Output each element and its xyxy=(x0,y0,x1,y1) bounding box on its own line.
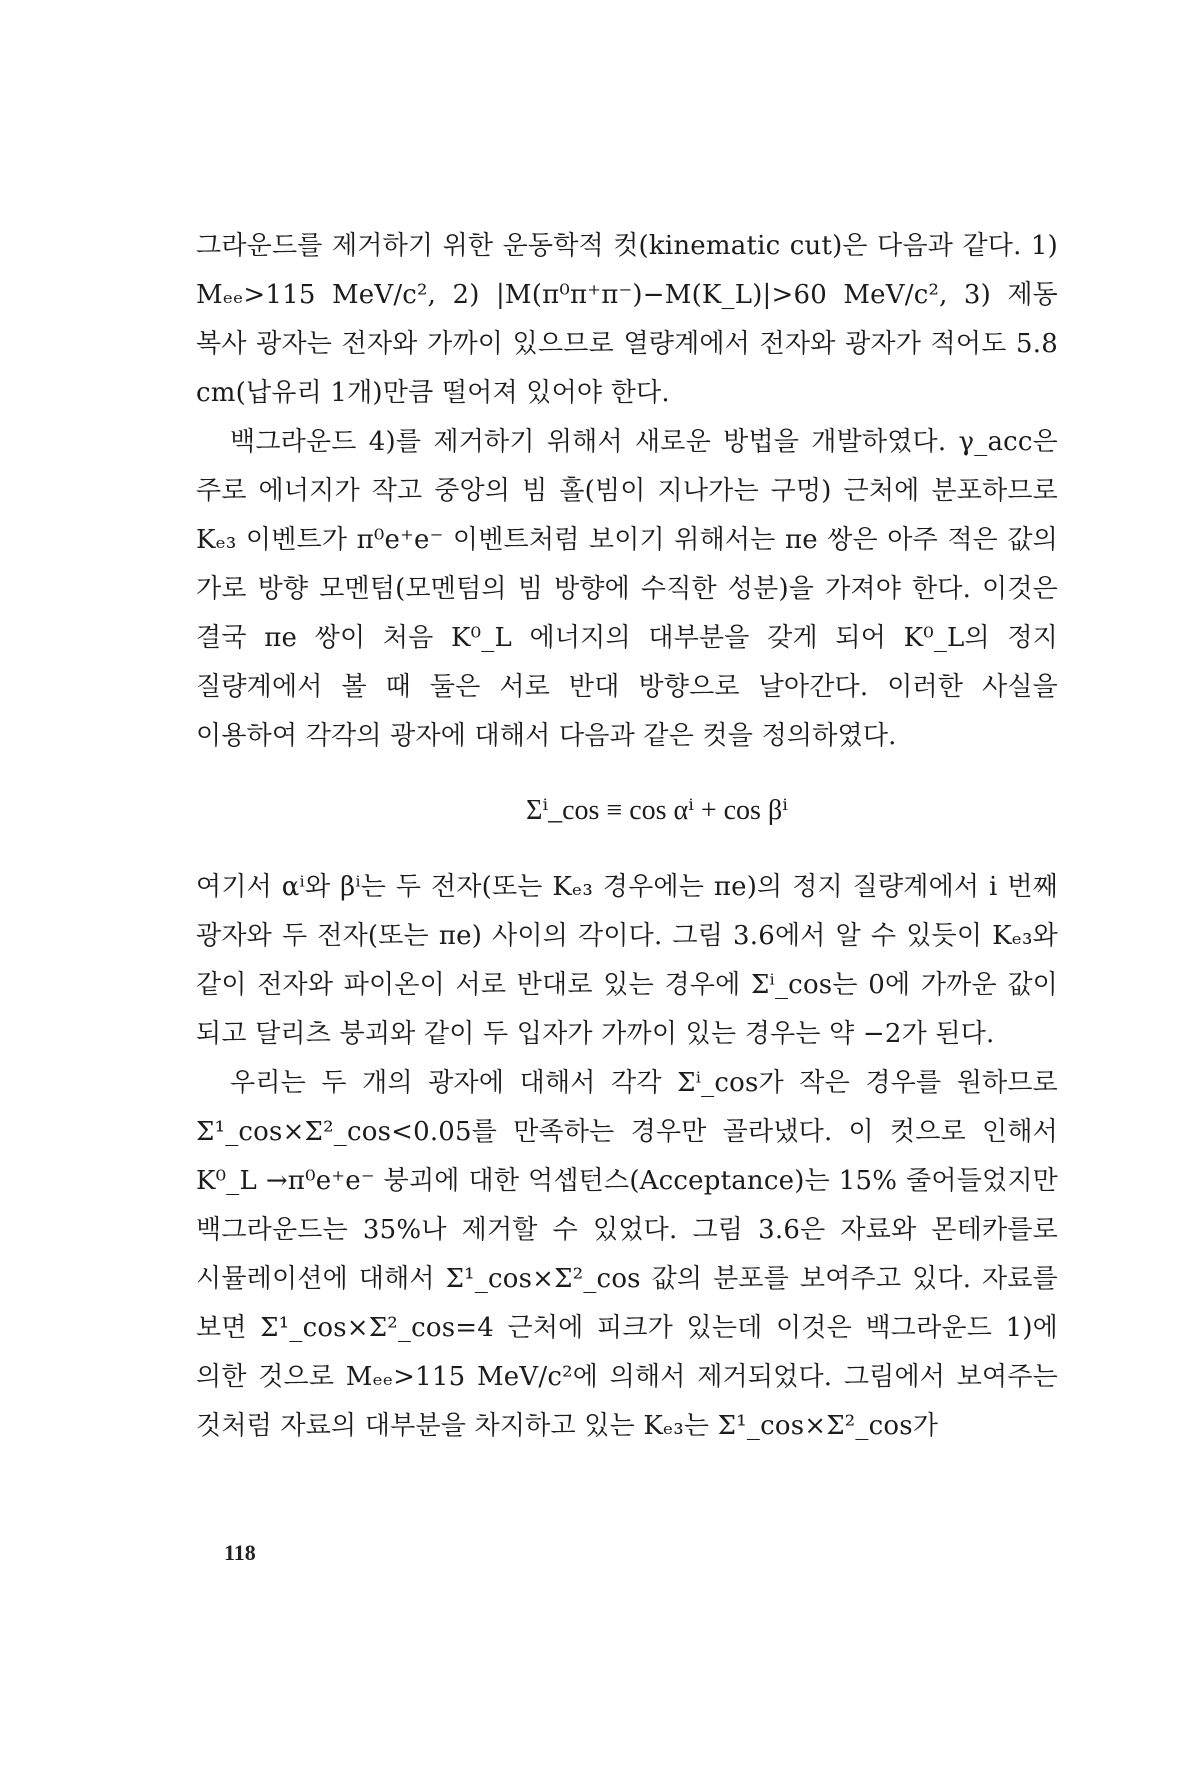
page-number: 118 xyxy=(224,1540,256,1565)
paragraph-angle-definition: 여기서 αⁱ와 βⁱ는 두 전자(또는 Kₑ₃ 경우에는 πe)의 정지 질량계에서 i 번째 광자와 두 전자(또는 πe) 사이의 각이다. 그림 3.6에서 알 수 있듯이 Kₑ₃와 같이 전자와 파이온이 서로 반대로 있는 경우에 Σⁱ_cos는 0에 가까운 값이 되고 달리츠 붕괴와 같이 두 입자가 가까이 있는 경우는 약 −2가 된다. xyxy=(196,872,1058,1049)
sigma-cos-equation: Σⁱ_cos ≡ cos αⁱ + cos βⁱ xyxy=(526,795,788,826)
paragraph-cut-result: 우리는 두 개의 광자에 대해서 각각 Σⁱ_cos가 작은 경우를 원하므로 Σ¹_cos×Σ²_cos<0.05를 만족하는 경우만 골라냈다. 이 컷으로 인해서 K⁰_L →π⁰e⁺e⁻ 붕괴에 대한 억셉턴스(Acceptance)는 15% 줄어들었지만 백그라운드는 35%나 제거할 수 있었다. 그림 3.6은 자료와 몬테카를로 시뮬레이션에 대해서 Σ¹_cos×Σ²_cos 값의 분포를 보여주고 있다. 자료를 보면 Σ¹_cos×Σ²_cos=4 근처에 피크가 있는데 이것은 백그라운드 1)에 의한 것으로 Mₑₑ>115 MeV/c²에 의해서 제거되었다. 그림에서 보여주는 것처럼 자료의 대부분을 차지하고 있는 Kₑ₃는 Σ¹_cos×Σ²_cos가 xyxy=(196,1068,1058,1441)
paragraph-kinematic-cuts: 그라운드를 제거하기 위한 운동학적 컷(kinematic cut)은 다음과 같다. 1) Mₑₑ>115 MeV/c², 2) |M(π⁰π⁺π⁻)−M(K_L)|>60 MeV/c², 3) 제동 복사 광자는 전자와 가까이 있으므로 열량계에서 전자와 광자가 적어도 5.8 cm(납유리 1개)만큼 떨어져 있어야 한다. xyxy=(196,231,1058,408)
body-text xyxy=(196,222,1058,1451)
paragraph-background-method: 백그라운드 4)를 제거하기 위해서 새로운 방법을 개발하였다. γ_acc은 주로 에너지가 작고 중앙의 빔 홀(빔이 지나가는 구멍) 근처에 분포하므로 Kₑ₃ 이벤트가 π⁰e⁺e⁻ 이벤트처럼 보이기 위해서는 πe 쌍은 아주 적은 값의 가로 방향 모멘텀(모멘텀의 빔 방향에 수직한 성분)을 가져야 한다. 이것은 결국 πe 쌍이 처음 K⁰_L 에너지의 대부분을 갖게 되어 K⁰_L의 정지 질량계에서 볼 때 둘은 서로 반대 방향으로 날아간다. 이러한 사실을 이용하여 각각의 광자에 대해서 다음과 같은 컷을 정의하였다. xyxy=(196,427,1058,751)
